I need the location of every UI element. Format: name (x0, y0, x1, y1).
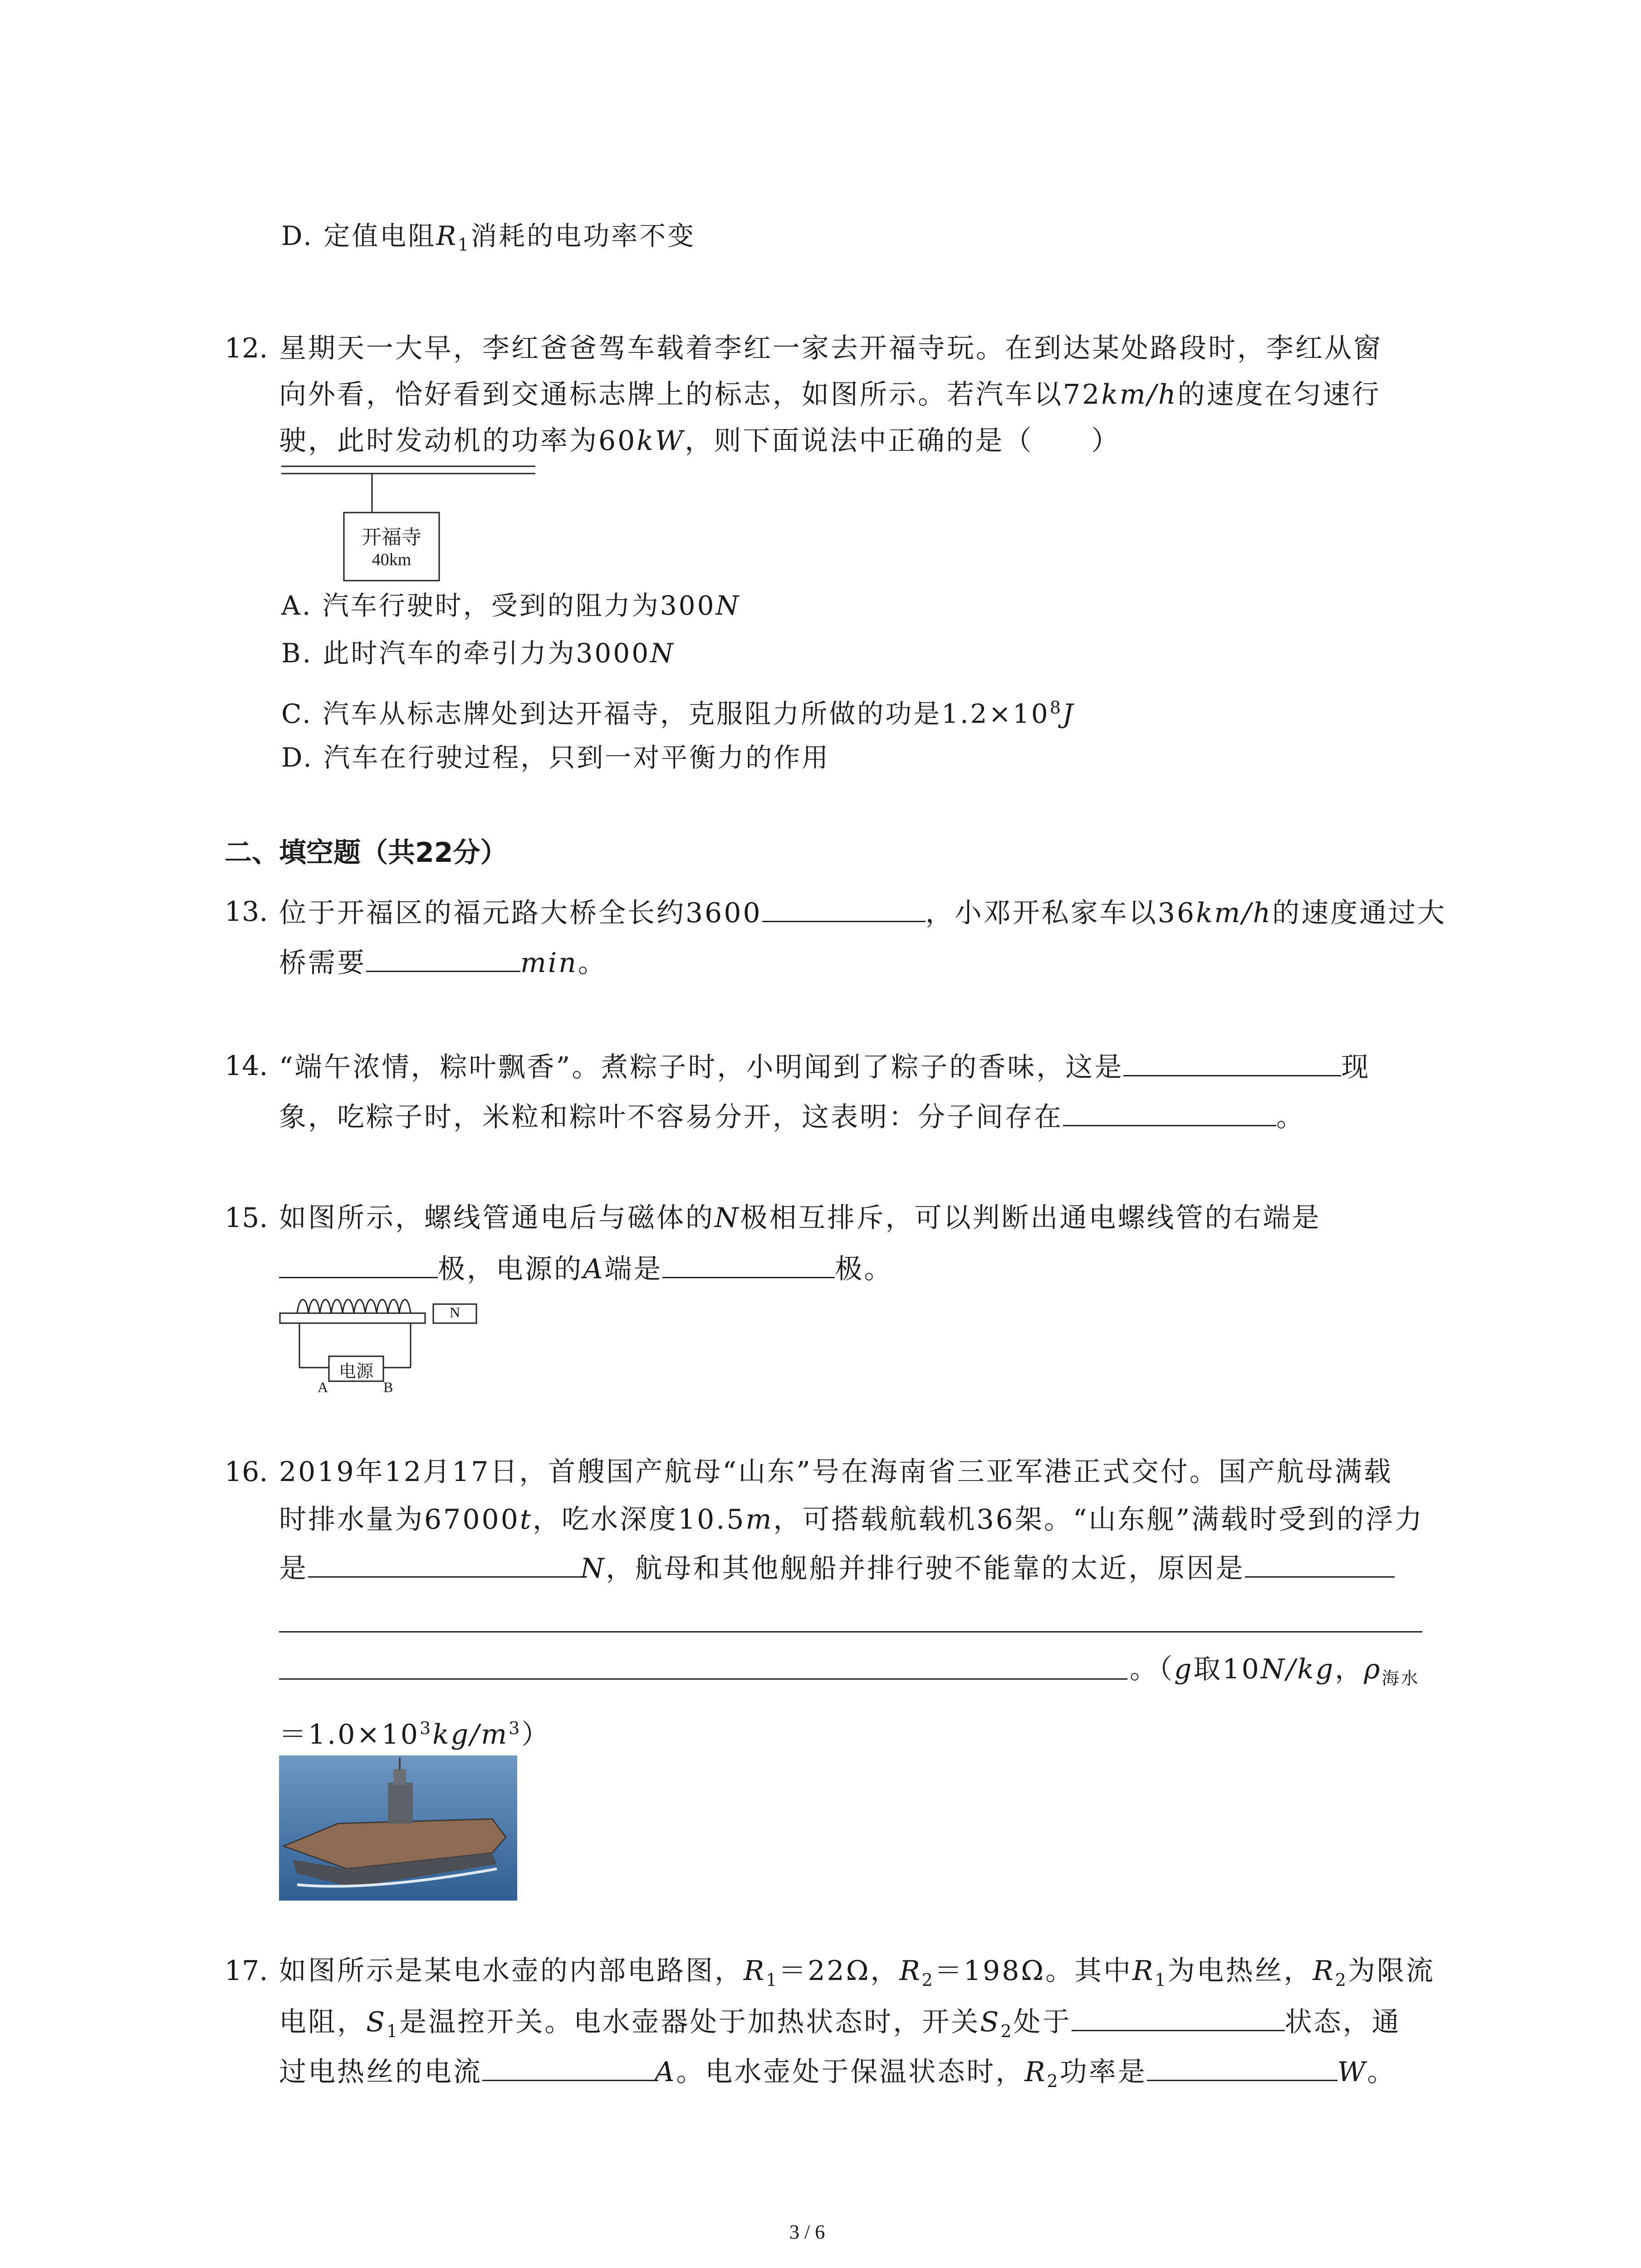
q16-line-3 (279, 1549, 1395, 1587)
q12-line-2a: 向外看，恰好看到交通标志牌上的标志，如图所示。若汽车以72 (279, 379, 1102, 411)
q12-option-d: D. 汽车在行驶过程，只到一对平衡力的作用 (281, 742, 830, 773)
q17-line-2b: 是温控开关。电水壶器处于加热状态时，开关 (399, 2006, 980, 2038)
q12-option-c (281, 689, 1075, 732)
q12-option-a-unit: N (715, 590, 741, 621)
q16-line-5a: 。（ (1130, 1653, 1174, 1685)
q17-line-2c: 处于 (1013, 2006, 1072, 2038)
q15-blank-2[interactable] (662, 1250, 835, 1278)
terminal-a-label: A (318, 1379, 328, 1395)
q17-number: 17. (225, 1955, 268, 1987)
q11-sub: 1 (457, 235, 471, 255)
q15-line-2a: 极，电源的 (438, 1253, 583, 1285)
q16-line-5c: ， (1335, 1653, 1364, 1685)
page-number: 3 / 6 (789, 2221, 825, 2243)
q16-answer-line-2[interactable] (279, 1678, 1127, 1680)
q13-line-1a: 位于开福区的福元路大桥全长约3600 (279, 897, 762, 929)
q17-line-3b: 。电水壶处于保温状态时， (676, 2056, 1025, 2088)
q14-blank-1[interactable] (1123, 1048, 1341, 1076)
q16-sub-seawater: 海水 (1381, 1668, 1420, 1688)
q17-blank-2[interactable] (482, 2053, 655, 2081)
q16-line-2 (279, 1501, 1424, 1538)
q14-line-2b: 。 (1276, 1101, 1305, 1133)
q14-line-2 (279, 1098, 1305, 1135)
section-heading: 二、填空题（共22分） (225, 837, 508, 869)
sign-distance: 40km (372, 550, 411, 569)
q15-number: 15. (225, 1202, 268, 1234)
q16-line-2c: ，可搭载航载机36架。“山东舰”满载时受到的浮力 (773, 1504, 1424, 1535)
q14-blank-2[interactable] (1063, 1098, 1276, 1126)
q12-line-3b: ，则下面说法中正确的是（ ） (685, 425, 1121, 457)
q11-var-r: R (436, 220, 458, 251)
q13-line-2b: 。 (578, 947, 607, 979)
q12-option-c-text: C. 汽车从标志牌处到达开福寺，克服阻力所做的功是1.2×10 (281, 698, 1050, 729)
aircraft-carrier-photo (279, 1755, 517, 1901)
q17-sub-1: 1 (766, 1970, 779, 1990)
q12-option-b (281, 635, 675, 671)
q17-var-r2c: R (1024, 2056, 1047, 2088)
q17-line-1c: ＝198Ω。其中 (934, 1955, 1133, 1987)
solenoid-figure (279, 1295, 479, 1397)
q14-line-1 (279, 1048, 1370, 1085)
q12-unit-kw: kW (637, 425, 685, 457)
q16-exp-1: 3 (420, 1718, 433, 1738)
q17-line-3a: 过电热丝的电流 (279, 2056, 482, 2088)
q16-line-3a: 是 (279, 1553, 308, 1584)
q11-option-d-suffix: 消耗的电功率不变 (470, 220, 696, 251)
q16-unit-nkg: N/kg (1260, 1653, 1335, 1685)
q13-blank-2[interactable] (366, 943, 520, 972)
q13-unit-kmh: km/h (1196, 897, 1273, 929)
q16-line-6 (279, 1710, 550, 1753)
q11-option-d (281, 218, 696, 263)
q13-line-1 (279, 894, 1446, 931)
q14-line-2a: 象，吃粽子时，米粒和粽叶不容易分开，这表明：分子间存在 (279, 1101, 1063, 1133)
q15-line-2b: 端是 (604, 1253, 663, 1285)
q13-line-1c: 的速度通过大 (1272, 897, 1447, 929)
q11-option-d-text: D. 定值电阻 (281, 220, 436, 251)
q16-blank-2[interactable] (1245, 1549, 1395, 1578)
q16-exp-2: 3 (509, 1718, 522, 1738)
q17-line-3 (279, 2053, 1396, 2099)
q13-blank-1[interactable] (762, 894, 926, 922)
power-source-label: 电源 (338, 1361, 373, 1381)
q13-unit-min: min (520, 947, 578, 979)
q12-option-a-text: A. 汽车行驶时，受到的阻力为300 (281, 590, 716, 621)
q17-sub-s1: 1 (387, 2021, 400, 2041)
q17-sub-2c: 2 (1047, 2071, 1060, 2091)
q16-var-rho: ρ (1364, 1653, 1382, 1685)
q17-var-r2b: R (1313, 1955, 1335, 1987)
q17-line-1b: ＝22Ω， (779, 1955, 900, 1987)
q17-var-r1: R (744, 1955, 766, 1987)
q13-number: 13. (225, 896, 268, 928)
q17-sub-2: 2 (921, 1970, 935, 1990)
q12-line-1: 星期天一大早，李红爸爸驾车载着李红一家去开福寺玩。在到达某处路段时，李红从窗 (279, 332, 1382, 364)
q17-line-1 (279, 1953, 1435, 1998)
q12-line-2 (279, 376, 1381, 413)
q16-line-5 (1130, 1651, 1420, 1696)
q16-line-2b: ，吃水深度10.5 (533, 1504, 746, 1535)
q16-line-6b: ） (521, 1719, 551, 1750)
q15-line-2c: 极。 (835, 1253, 893, 1285)
q16-line-2a: 时排水量为67000 (279, 1504, 520, 1535)
q15-line-1a: 如图所示，螺线管通电后与磁体的 (279, 1202, 715, 1234)
q17-var-s1: S (366, 2006, 387, 2038)
q13-line-2a: 桥需要 (279, 947, 366, 979)
q17-line-1e: 为限流 (1347, 1955, 1435, 1987)
q12-option-b-text: B. 此时汽车的牵引力为3000 (281, 638, 651, 669)
q16-var-g: g (1174, 1653, 1194, 1685)
q16-line-6a: ＝1.0×10 (279, 1719, 420, 1750)
q16-line-1: 2019年12月17日，首艘国产航母“山东”号在海南省三亚军港正式交付。国产航母满载 (279, 1456, 1393, 1488)
q12-line-2b: 的速度在匀速行 (1177, 379, 1381, 411)
q15-line-1 (279, 1200, 1321, 1236)
q17-var-r1b: R (1132, 1955, 1155, 1987)
q16-unit-t: t (519, 1504, 533, 1535)
q17-sub-1b: 1 (1155, 1970, 1168, 1990)
sign-place-name: 开福寺 (362, 526, 421, 549)
traffic-sign-figure (281, 463, 535, 585)
q15-var-a: A (583, 1253, 605, 1285)
magnet-n-label: N (449, 1304, 460, 1320)
q12-line-3a: 驶，此时发动机的功率为60 (279, 425, 637, 457)
q17-var-s2: S (980, 2006, 1001, 2038)
q14-line-1a: “端午浓情，粽叶飘香”。煮粽子时，小明闻到了粽子的香味，这是 (279, 1051, 1124, 1083)
q17-line-2a: 电阻， (279, 2006, 366, 2038)
q12-line-3 (279, 423, 1120, 459)
q12-unit-kmh: km/h (1101, 379, 1178, 411)
terminal-b-label: B (383, 1379, 393, 1395)
q12-option-c-exp: 8 (1049, 698, 1063, 718)
q17-line-1d: 为电热丝， (1167, 1955, 1313, 1987)
q13-line-1b: ，小邓开私家车以36 (925, 897, 1196, 929)
q15-line-1b: 极相互排斥，可以判断出通电螺线管的右端是 (740, 1202, 1321, 1234)
q16-answer-line[interactable] (279, 1631, 1422, 1633)
q16-line-3b: ，航母和其他舰船并排行驶不能靠的太近，原因是 (606, 1553, 1245, 1584)
q17-line-3d: 。 (1367, 2056, 1396, 2088)
q15-blank-1[interactable] (279, 1250, 438, 1278)
q14-number: 14. (225, 1050, 268, 1082)
q17-sub-2b: 2 (1335, 1970, 1348, 1990)
q17-var-r2: R (899, 1955, 922, 1987)
q16-line-5b: 取10 (1193, 1653, 1261, 1685)
q15-line-2 (279, 1250, 893, 1287)
q17-unit-a: A (655, 2056, 676, 2088)
q12-option-b-unit: N (650, 638, 675, 669)
q17-sub-s2: 2 (1000, 2021, 1014, 2041)
q17-unit-w: W (1337, 2056, 1367, 2088)
q16-unit-m: m (745, 1504, 774, 1535)
q13-line-2 (279, 943, 607, 981)
q14-line-1b: 现 (1341, 1051, 1371, 1083)
q12-number: 12. (225, 332, 268, 364)
q16-unit-density: kg/m (432, 1719, 509, 1750)
q15-var-n: N (715, 1202, 740, 1234)
q16-number: 16. (225, 1456, 268, 1488)
q12-option-a (281, 587, 740, 624)
q17-blank-3[interactable] (1147, 2053, 1337, 2081)
q17-line-2 (279, 2003, 1401, 2049)
q17-blank-1[interactable] (1072, 2003, 1285, 2031)
q17-line-2d: 状态，通 (1284, 2006, 1401, 2038)
q12-option-c-unit: J (1063, 698, 1075, 729)
q17-line-1a: 如图所示是某电水壶的内部电路图， (279, 1955, 744, 1987)
q16-unit-n: N (580, 1553, 606, 1584)
q17-line-3c: 功率是 (1059, 2056, 1147, 2088)
q16-blank-1[interactable] (308, 1549, 580, 1578)
